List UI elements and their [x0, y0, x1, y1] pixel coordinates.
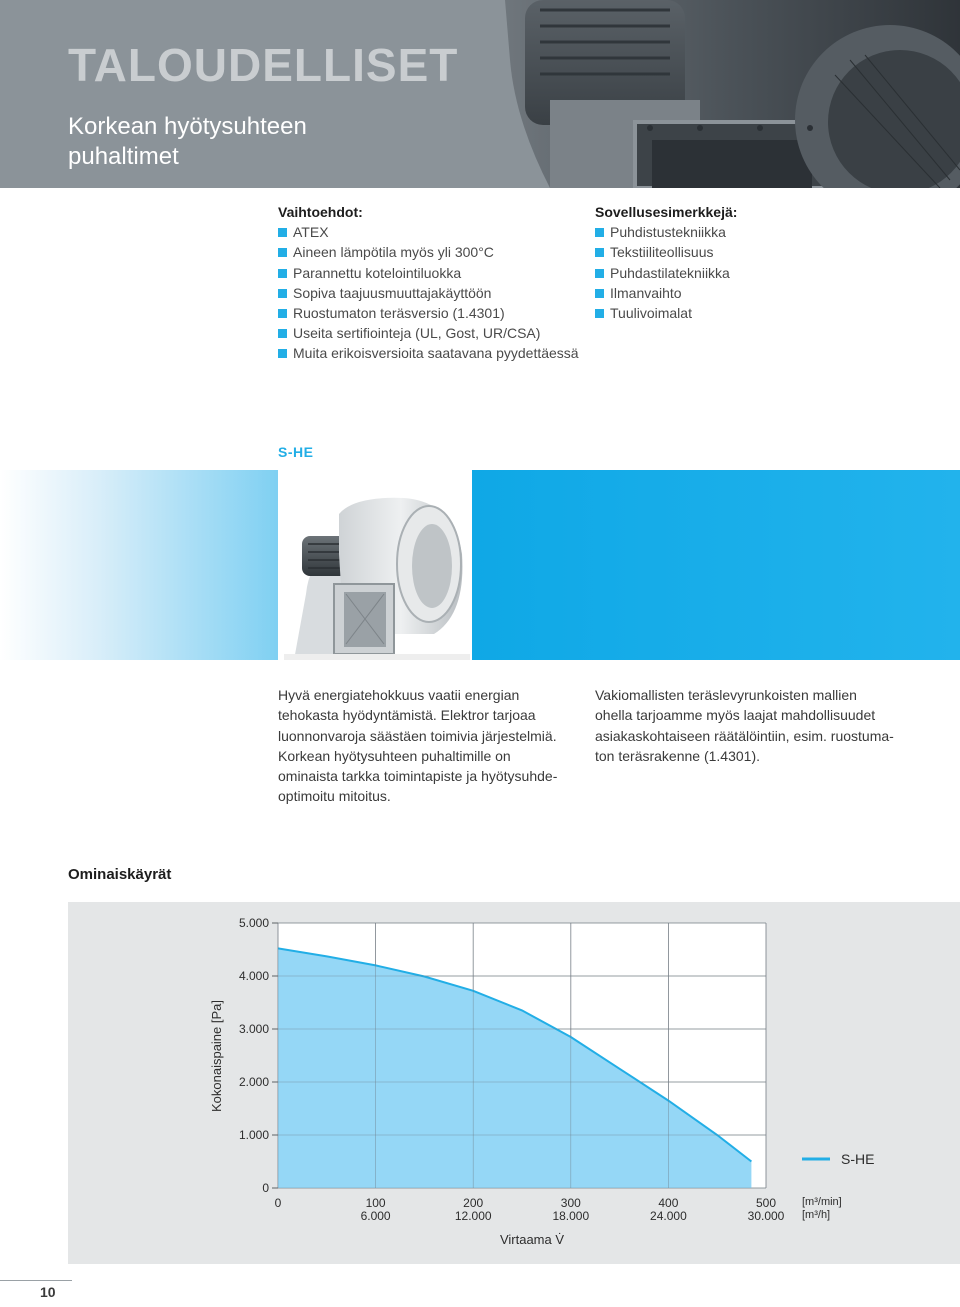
intro-paragraph [278, 685, 578, 807]
text-line: Vakiomallisten teräslevyrunkoisten mallien [595, 687, 857, 703]
x-tick-label-secondary: 24.000 [650, 1209, 687, 1223]
y-tick-label: 4.000 [238, 969, 269, 983]
y-tick-label: 2.000 [238, 1075, 269, 1089]
x-tick-label: 0 [274, 1196, 282, 1210]
text-line: optimoitu mitoitus. [278, 788, 391, 805]
fan-motor-illustration [470, 0, 960, 188]
applications-heading: Sovellusesimerkkejä: [595, 204, 738, 220]
subtitle-line: puhaltimet [68, 143, 179, 170]
list-item: Ruostumaton teräsversio (1.4301) [278, 303, 588, 323]
x-tick-label: 500 [755, 1196, 777, 1210]
page-subtitle [68, 112, 368, 172]
y-tick-label: 5.000 [238, 916, 269, 930]
text-line: tehokasta hyödyntämistä. Elektror tarjoaa [278, 707, 536, 724]
y-axis-label: Kokonaispaine [Pa] [209, 999, 224, 1113]
list-item: Aineen lämpötila myös yli 300°C [278, 242, 588, 262]
y-tick-label: 0 [262, 1181, 269, 1195]
text-line: ohella tarjoamme myös laajat mahdollisuudet [595, 707, 876, 724]
strip-color-block [472, 470, 960, 660]
options-list [278, 202, 588, 364]
list-item: Sopiva taajuusmuuttajakäyttöön [278, 283, 588, 303]
x-tick-label: 300 [560, 1196, 581, 1210]
performance-chart [68, 902, 960, 1264]
text-line: luonnonvaroja säästäen toimivia järjestelmiä. [278, 727, 557, 744]
chart-heading: Ominaiskäyrät [68, 866, 172, 883]
page-number: 10 [40, 1284, 56, 1300]
radial-fan-illustration [284, 494, 470, 660]
chart-legend [802, 1151, 874, 1167]
strip-gradient-left [0, 470, 278, 660]
header-banner [0, 0, 960, 188]
list-item: Tuulivoimalat [595, 303, 895, 323]
x-tick-label-secondary: 30.000 [747, 1209, 785, 1223]
list-item: Useita sertifiointeja (UL, Gost, UR/CSA) [278, 323, 588, 343]
footer-rule [0, 1280, 72, 1281]
y-tick-label: 1.000 [238, 1128, 269, 1142]
applications-list [595, 202, 895, 323]
y-tick-label: 3.000 [238, 1022, 269, 1036]
options-heading: Vaihtoehdot: [278, 204, 363, 220]
list-item: Tekstiiliteollisuus [595, 242, 895, 262]
x-tick-label-secondary: 12.000 [454, 1209, 492, 1223]
product-strip [0, 470, 960, 660]
text-line: ominaista tarkka toimintapiste ja hyötysuhde- [278, 768, 558, 785]
legend-label: S-HE [841, 1151, 875, 1167]
text-line: Korkean hyötysuhteen puhaltimille on [278, 747, 511, 764]
text-line: Hyvä energiatehokkuus vaatii energian [278, 687, 520, 703]
customization-paragraph [595, 685, 905, 766]
x-tick-label: 200 [463, 1196, 484, 1210]
x-tick-label: 100 [365, 1196, 386, 1210]
x-tick-label-secondary: 18.000 [552, 1209, 590, 1223]
list-item: ATEX [278, 222, 588, 242]
list-item: Muita erikoisversioita saatavana pyydettäessä [278, 343, 588, 363]
x-axis-label: Virtaama V̇ [499, 1232, 565, 1247]
subtitle-line: Korkean hyötysuhteen [68, 113, 307, 140]
page-title: TALOUDELLISET [68, 39, 459, 91]
x-unit-label: [m³/min] [802, 1196, 842, 1208]
x-tick-label: 400 [658, 1196, 679, 1210]
text-line: ton teräsrakenne (1.4301). [595, 747, 760, 764]
list-item: Puhdistustekniikka [595, 222, 895, 242]
text-line: asiakaskohtaiseen räätälöintiin, esim. ruostuma- [595, 727, 894, 744]
x-tick-label-secondary: 6.000 [360, 1209, 391, 1223]
section-code: S-HE [278, 444, 314, 460]
list-item: Ilmanvaihto [595, 283, 895, 303]
list-item: Puhdastilatekniikka [595, 263, 895, 283]
list-item: Parannettu kotelointiluokka [278, 263, 588, 283]
x-unit-label: [m³/h] [802, 1209, 831, 1221]
